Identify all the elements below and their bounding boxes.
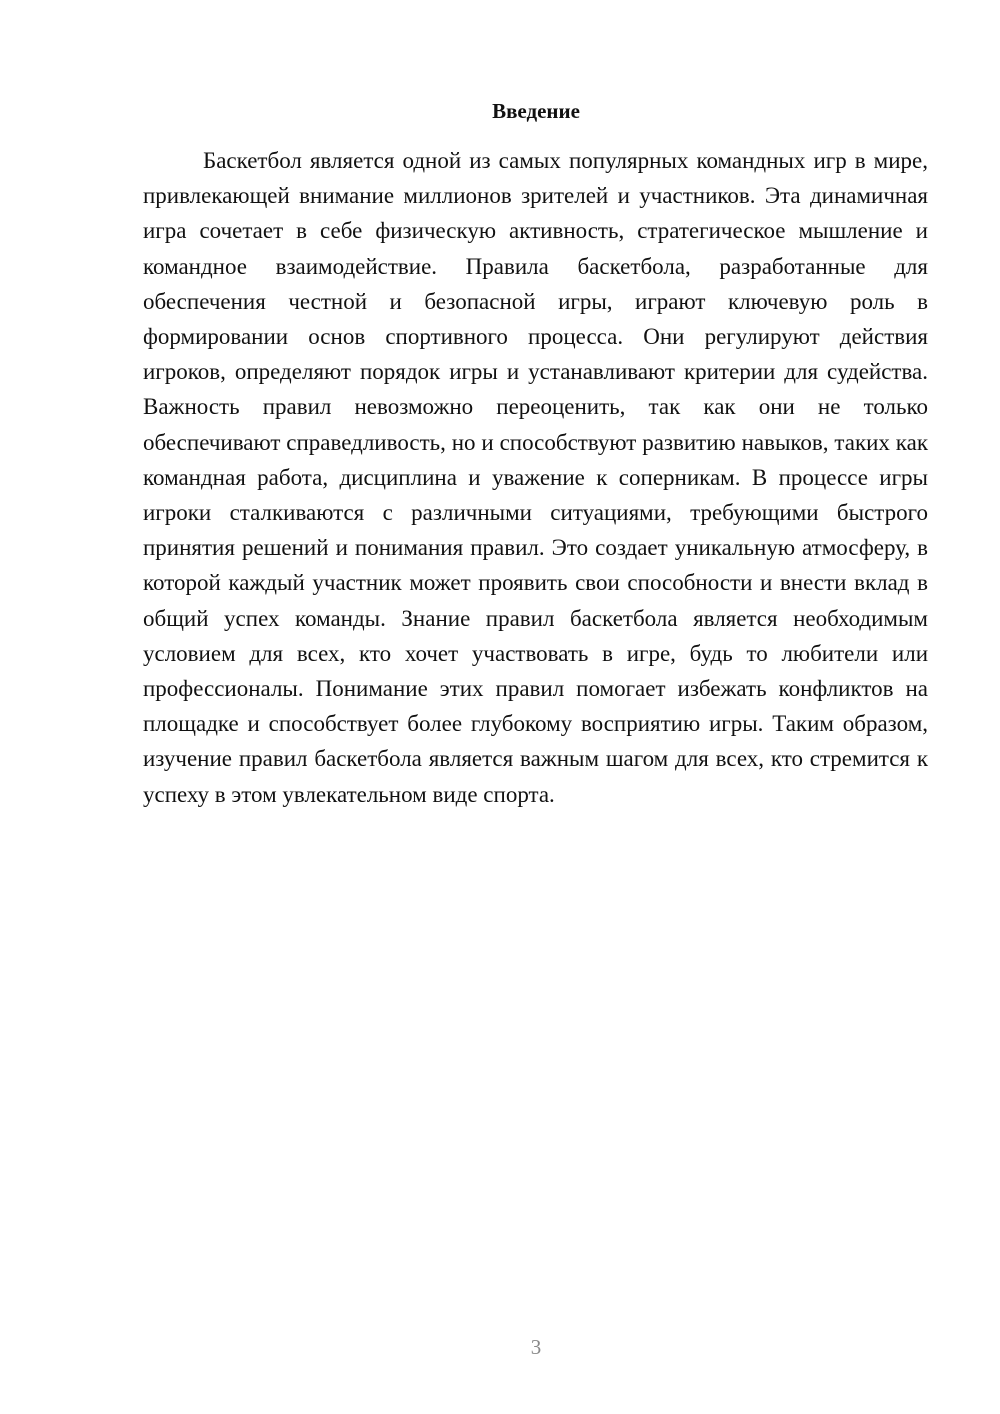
section-heading: Введение <box>492 99 580 123</box>
body-paragraph: Баскетбол является одной из самых популярных командных игр в мире, привлекающей внимание миллионов зрителей и участников. Эта динамичная игра сочетает в себе физическую активность, стратегическое мышление и командное взаимодействие. Правила баскетбола, разработанные для обеспечения честной и безопасной игры, играют ключевую роль в формировании основ спортивного процесса. Они регулируют действия игроков, определяют порядок игры и устанавливают критерии для судейства. Важность правил невозможно переоценить, так как они не только обеспечивают справедливость, но и способствуют развитию навыков, таких как командная работа, дисциплина и уважение к соперникам. В процессе игры игроки сталкиваются с различными ситуациями, требующими быстрого принятия решений и понимания правил. Это создает уникальную атмосферу, в которой каждый участник может проявить свои способности и внести вклад в общий успех команды. Знание правил баскетбола является необходимым условием для всех, кто хочет участвовать в игре, будь то любители или профессионалы. Понимание этих правил помогает избежать конфликтов на площадке и способствует более глубокому восприятию игры. Таким образом, изучение правил баскетбола является важным шагом для всех, кто стремится к успеху в этом увлекательном виде спорта. <box>143 148 928 807</box>
page-number: 3 <box>530 1335 542 1359</box>
